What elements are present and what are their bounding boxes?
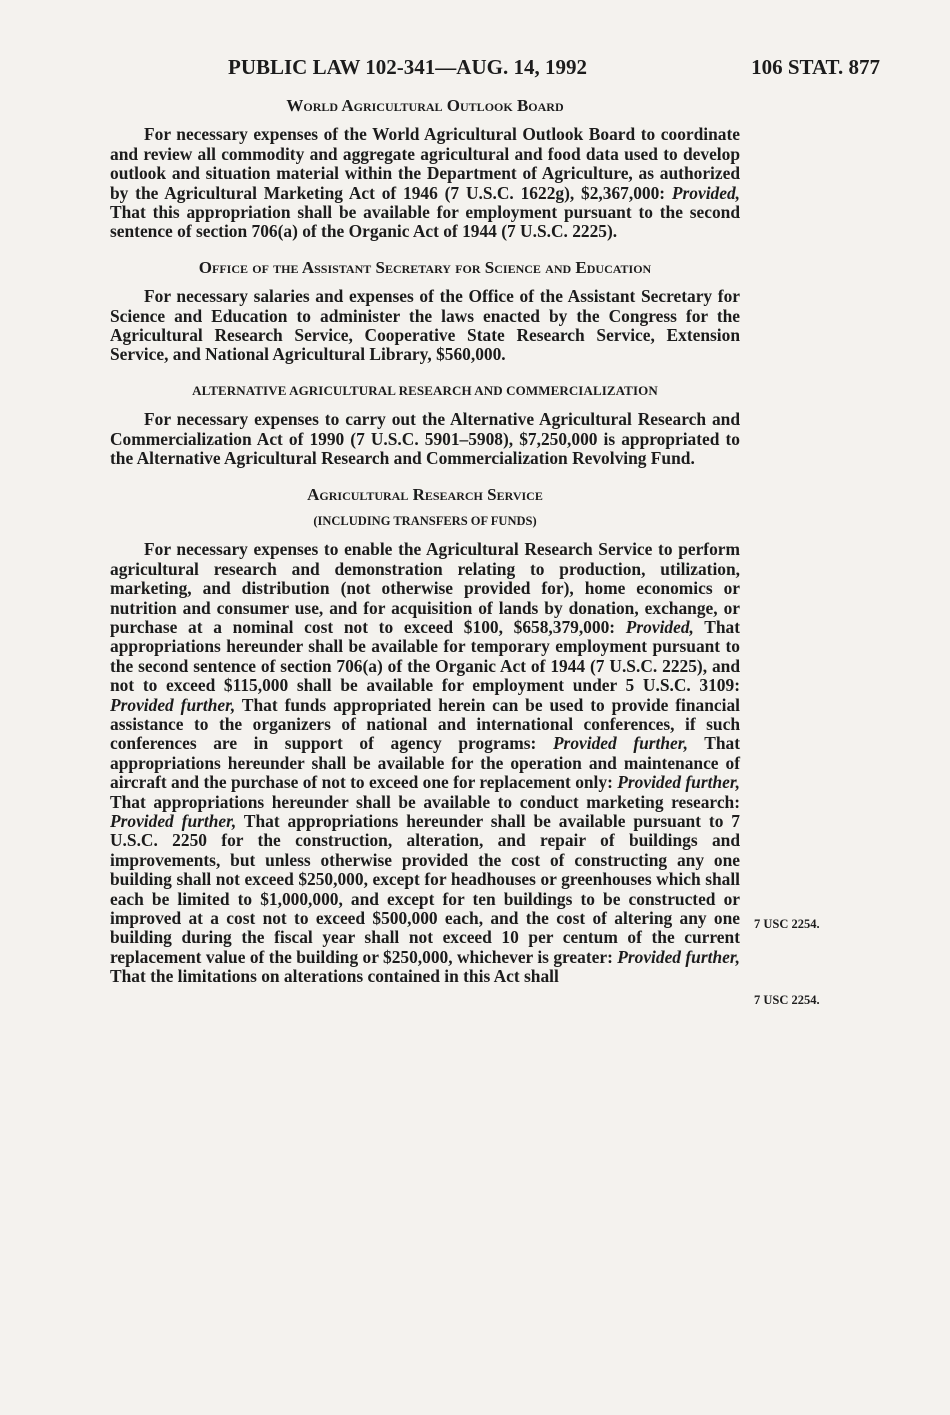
section-heading-alternative-research: ALTERNATIVE AGRICULTURAL RESEARCH AND COMMERCIALIZATION [192,382,658,398]
section-heading-wao-board: World Agricultural Outlook Board [286,96,564,115]
section-paragraph-wao-board: For necessary expenses of the World Agricultural Outlook Board to coordinate and review all commodity and aggregate agricultural and food data used to develop outlook and situation material within the Department of Agriculture, as authorized by the Agricultural Marketing Act of 1946 (7 U.S.C. 1622g), $2,367,000: Provided, That this appropriation shall be available for employment pursuant to the second sentence of section 706(a) of the Organic Act of 1944 (7 U.S.C. 2225). [110,124,740,242]
section-heading-ars: Agricultural Research Service [307,484,543,504]
section-paragraph-alternative-research: For necessary expenses to carry out the Alternative Agricultural Research and Commercialization Act of 1990 (7 U.S.C. 5901–5908), $7,250,000 is appropriated to the Alternative Agricultural Research and Commercialization Revolving Fund. [110,409,740,469]
section-heading-assistant-secretary: Office of the Assistant Secretary for Science and Education [198,257,652,277]
header-stat-citation: 106 STAT. 877 [751,55,880,79]
page-header [110,55,880,85]
section-paragraph-assistant-secretary: For necessary salaries and expenses of the Office of the Assistant Secretary for Science and Education to administer the laws enacted by the Congress for the Agricultural Research Service, Cooperative State Research Service, Extension Service, and National Agricultural Library, $560,000. [110,286,740,365]
section-paragraph-ars: For necessary expenses to enable the Agricultural Research Service to perform agricultural research and demonstration relating to production, utilization, marketing, and distribution (not otherwise provided for), home economics or nutrition and consumer use, and for acquisition of lands by donation, exchange, or purchase at a nominal cost not to exceed $100, $658,379,000: Provided, That appropriations hereunder shall be available for temporary employment pursuant to the second sentence of section 706(a) of the Organic Act of 1944 (7 U.S.C. 2225), and not to exceed $115,000 shall be available for employment under 5 U.S.C. 3109: Provided further, That funds appropriated herein can be used to provide financial assistance to the organizers of national and international conferences, if such conferences are in support of agency programs: Provided further, That appropriations hereunder shall be available for the operation and maintenance of aircraft and the purchase of not to exceed one for replacement only: Provided further, That appropriations hereunder shall be available to conduct marketing research: Provided further, That appropriations hereunder shall be available pursuant to 7 U.S.C. 2250 for the construction, alteration, and repair of buildings and improvements, but unless otherwise provided the cost of constructing any one building shall not exceed $250,000, except for headhouses or greenhouses which shall each be limited to $1,000,000, and except for ten buildings to be constructed or improved at a cost not to exceed $500,000 each, and the cost of altering any one building during the fiscal year shall not exceed 10 per centum of the current replacement value of the building or $250,000, whichever is greater: Provided further, That the limitations on alterations contained in this Act shall [110,539,741,987]
margin-note-citation: 7 USC 2254. [754,917,820,931]
margin-note-citation: 7 USC 2254. [754,993,820,1007]
header-title: PUBLIC LAW 102-341—AUG. 14, 1992 [228,55,587,79]
section-subheading-ars: (INCLUDING TRANSFERS OF FUNDS) [313,513,537,528]
document-body [110,96,740,1003]
